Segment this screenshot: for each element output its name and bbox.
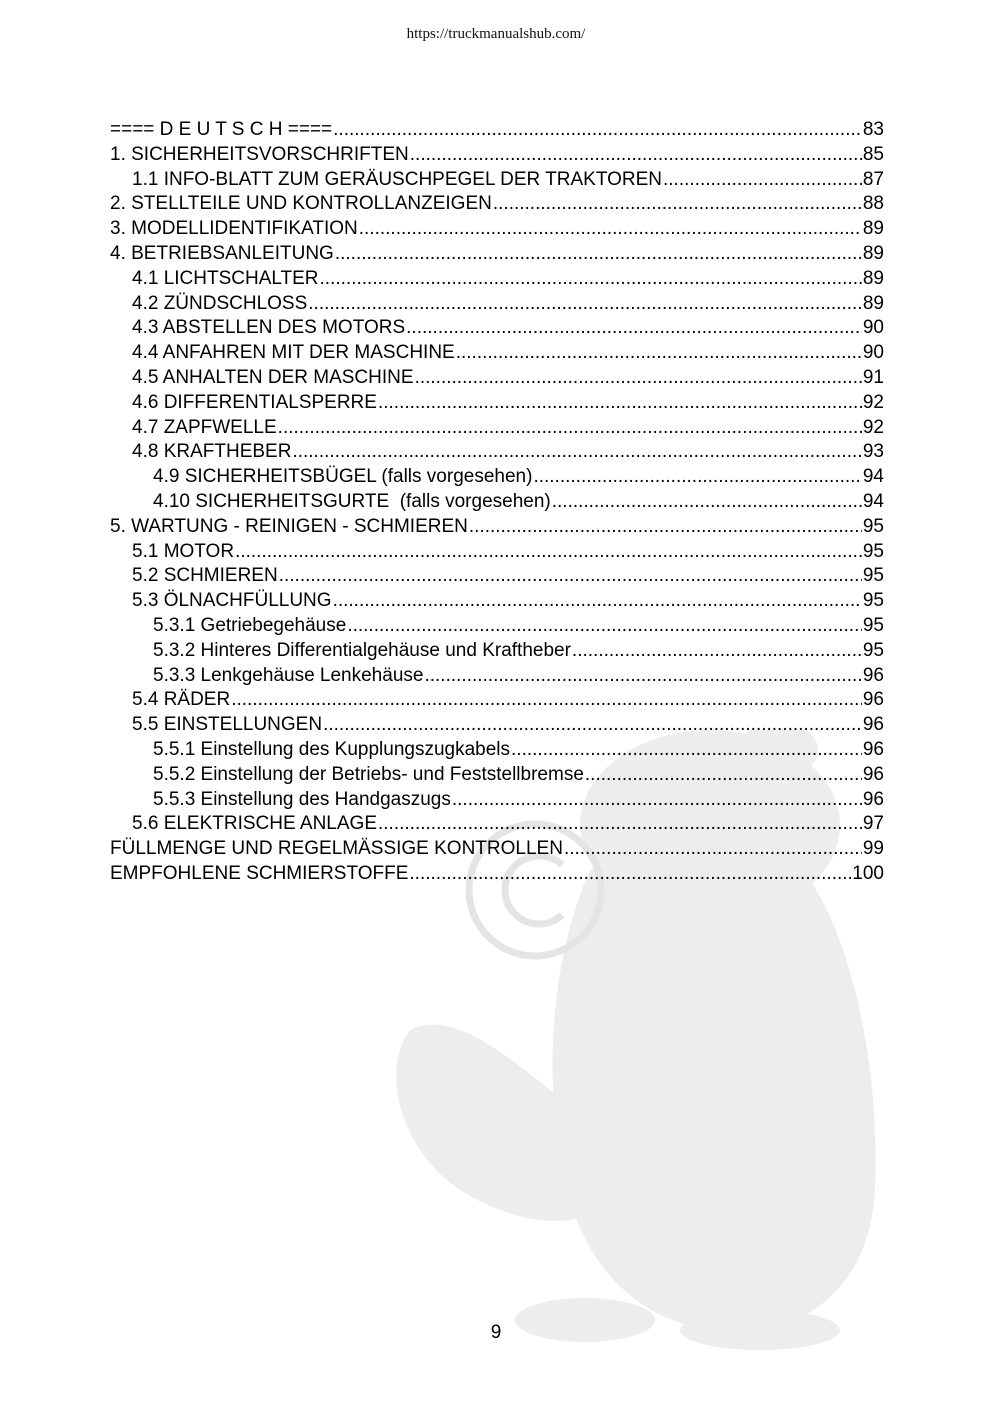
page-number: 9 [490, 1322, 502, 1343]
toc-dot-leader [452, 788, 862, 813]
toc-entry [110, 316, 884, 341]
toc-entry-title: 4.7 ZAPFWELLE [132, 416, 277, 438]
toc-entry [110, 837, 884, 862]
toc-dot-leader [415, 366, 862, 391]
toc-entry [110, 540, 884, 565]
toc-entry-page: 99 [862, 838, 884, 860]
toc-entry-title: 4.6 DIFFERENTIALSPERRE [132, 391, 377, 413]
toc-entry-title: 5.4 RÄDER [132, 689, 231, 711]
toc-entry-title: EMPFOHLENE SCHMIERSTOFFE [110, 862, 409, 884]
toc-entry-title: 4.9 SICHERHEITSBÜGEL (falls vorgesehen) [153, 466, 533, 488]
toc-entry-page: 88 [862, 193, 884, 215]
toc-entry-page: 94 [862, 466, 884, 488]
toc-dot-leader [585, 763, 862, 788]
toc-entry-page: 89 [862, 242, 884, 264]
toc-dot-leader [231, 688, 862, 713]
toc-entry-title: 2. STELLTEILE UND KONTROLLANZEIGEN [110, 193, 492, 215]
toc-entry [110, 366, 884, 391]
toc-entry [110, 862, 884, 887]
toc-entry [110, 292, 884, 317]
toc-dot-leader [333, 118, 862, 143]
toc-entry-page: 90 [862, 317, 884, 339]
toc-entry-title: 5.5.2 Einstellung der Betriebs- und Feststellbremse [153, 763, 584, 785]
toc-entry-title: 4.8 KRAFTHEBER [132, 441, 292, 463]
toc-entry-page: 97 [862, 813, 884, 835]
toc-entry [110, 812, 884, 837]
toc-entry-page: 83 [862, 119, 884, 140]
toc-dot-leader [410, 143, 862, 168]
toc-entry-page: 89 [862, 292, 884, 314]
toc-dot-leader [663, 168, 862, 193]
toc-entry-page: 85 [862, 143, 884, 165]
toc-entry-title: 1.1 INFO-BLATT ZUM GERÄUSCHPEGEL DER TRAKTOREN [132, 168, 662, 190]
toc-entry-title: 5.5 EINSTELLUNGEN [132, 714, 323, 736]
toc-entry-title: 3. MODELLIDENTIFIKATION [110, 218, 358, 240]
toc-entry [110, 118, 884, 143]
toc-entry [110, 391, 884, 416]
toc-entry-page: 87 [862, 168, 884, 190]
toc-entry-page: 92 [862, 391, 884, 413]
toc-entry-title: 5.1 MOTOR [132, 540, 235, 562]
toc-dot-leader [533, 465, 861, 490]
toc-dot-leader [424, 664, 861, 689]
toc-entry-title: FÜLLMENGE UND REGELMÄSSIGE KONTROLLEN [110, 838, 563, 860]
toc-entry-page: 96 [862, 738, 884, 760]
toc-entry-page: 95 [862, 614, 884, 636]
header-url: https://truckmanualshub.com/ [406, 26, 586, 42]
toc-entry [110, 416, 884, 441]
toc-entry-title: 5.5.1 Einstellung des Kupplungszugkabels [153, 738, 511, 760]
toc-entry-title: 4. BETRIEBSANLEITUNG [110, 242, 334, 264]
toc-entry-title: 4.2 ZÜNDSCHLOSS [132, 292, 308, 314]
toc-entry-page: 96 [862, 788, 884, 810]
toc-entry [110, 763, 884, 788]
toc-dot-leader [572, 639, 862, 664]
toc-entry-title: 4.1 LICHTSCHALTER [132, 267, 319, 289]
toc-dot-leader [406, 316, 862, 341]
toc-dot-leader [493, 192, 862, 217]
toc-entry-page: 95 [862, 540, 884, 562]
toc-dot-leader [359, 217, 862, 242]
toc-entry-title: 4.5 ANHALTEN DER MASCHINE [132, 366, 414, 388]
toc-entry [110, 738, 884, 763]
toc-entry-page: 95 [862, 590, 884, 612]
toc-entry [110, 614, 884, 639]
toc-dot-leader [469, 515, 862, 540]
toc-entry [110, 440, 884, 465]
toc-entry-page: 96 [862, 689, 884, 711]
toc-entry [110, 267, 884, 292]
toc-dot-leader [308, 292, 862, 317]
toc-dot-leader [333, 589, 862, 614]
toc-entry [110, 664, 884, 689]
toc-entry-title: ==== D E U T S C H ==== [110, 119, 333, 140]
table-of-contents [110, 118, 884, 887]
toc-entry-title: 5.3.2 Hinteres Differentialgehäuse und Kraftheber [153, 639, 571, 661]
toc-entry-page: 96 [862, 714, 884, 736]
toc-entry [110, 589, 884, 614]
toc-dot-leader [335, 242, 862, 267]
toc-dot-leader [279, 564, 862, 589]
toc-entry-page: 96 [862, 664, 884, 686]
toc-entry-page: 96 [862, 763, 884, 785]
toc-entry-page: 89 [862, 267, 884, 289]
toc-entry-page: 95 [862, 515, 884, 537]
toc-dot-leader [378, 391, 862, 416]
toc-dot-leader [323, 713, 862, 738]
toc-entry-title: 5.6 ELEKTRISCHE ANLAGE [132, 813, 377, 835]
toc-entry [110, 242, 884, 267]
toc-entry-page: 100 [852, 862, 884, 884]
toc-entry-title: 5.2 SCHMIEREN [132, 565, 278, 587]
toc-entry-page: 94 [862, 490, 884, 512]
toc-entry-page: 89 [862, 218, 884, 240]
toc-entry [110, 788, 884, 813]
toc-entry-page: 90 [862, 342, 884, 364]
toc-dot-leader [456, 341, 862, 366]
toc-entry-page: 93 [862, 441, 884, 463]
toc-entry [110, 168, 884, 193]
toc-entry [110, 688, 884, 713]
toc-entry-title: 4.4 ANFAHREN MIT DER MASCHINE [132, 342, 455, 364]
toc-dot-leader [278, 416, 862, 441]
toc-entry-title: 4.3 ABSTELLEN DES MOTORS [132, 317, 406, 339]
toc-entry-title: 5.3.1 Getriebegehäuse [153, 614, 347, 636]
toc-entry [110, 217, 884, 242]
toc-entry [110, 639, 884, 664]
toc-dot-leader [378, 812, 862, 837]
toc-entry [110, 490, 884, 515]
toc-dot-leader [292, 440, 861, 465]
toc-dot-leader [347, 614, 862, 639]
toc-dot-leader [235, 540, 862, 565]
toc-dot-leader [564, 837, 862, 862]
toc-entry-page: 91 [862, 366, 884, 388]
toc-entry-page: 95 [862, 565, 884, 587]
toc-entry [110, 713, 884, 738]
toc-entry [110, 515, 884, 540]
toc-entry [110, 192, 884, 217]
toc-entry [110, 341, 884, 366]
toc-dot-leader [552, 490, 862, 515]
toc-dot-leader [409, 862, 851, 887]
toc-entry-title: 5.3 ÖLNACHFÜLLUNG [132, 590, 332, 612]
toc-dot-leader [511, 738, 862, 763]
toc-entry-title: 5.5.3 Einstellung des Handgaszugs [153, 788, 451, 810]
toc-entry-page: 92 [862, 416, 884, 438]
toc-entry [110, 465, 884, 490]
toc-entry-title: 1. SICHERHEITSVORSCHRIFTEN [110, 143, 409, 165]
toc-entry [110, 564, 884, 589]
toc-entry-title: 4.10 SICHERHEITSGURTE (falls vorgesehen) [153, 490, 551, 512]
toc-dot-leader [320, 267, 862, 292]
toc-entry-title: 5. WARTUNG - REINIGEN - SCHMIEREN [110, 515, 468, 537]
toc-entry-title: 5.3.3 Lenkgehäuse Lenkehäuse [153, 664, 424, 686]
toc-entry [110, 143, 884, 168]
toc-entry-page: 95 [862, 639, 884, 661]
